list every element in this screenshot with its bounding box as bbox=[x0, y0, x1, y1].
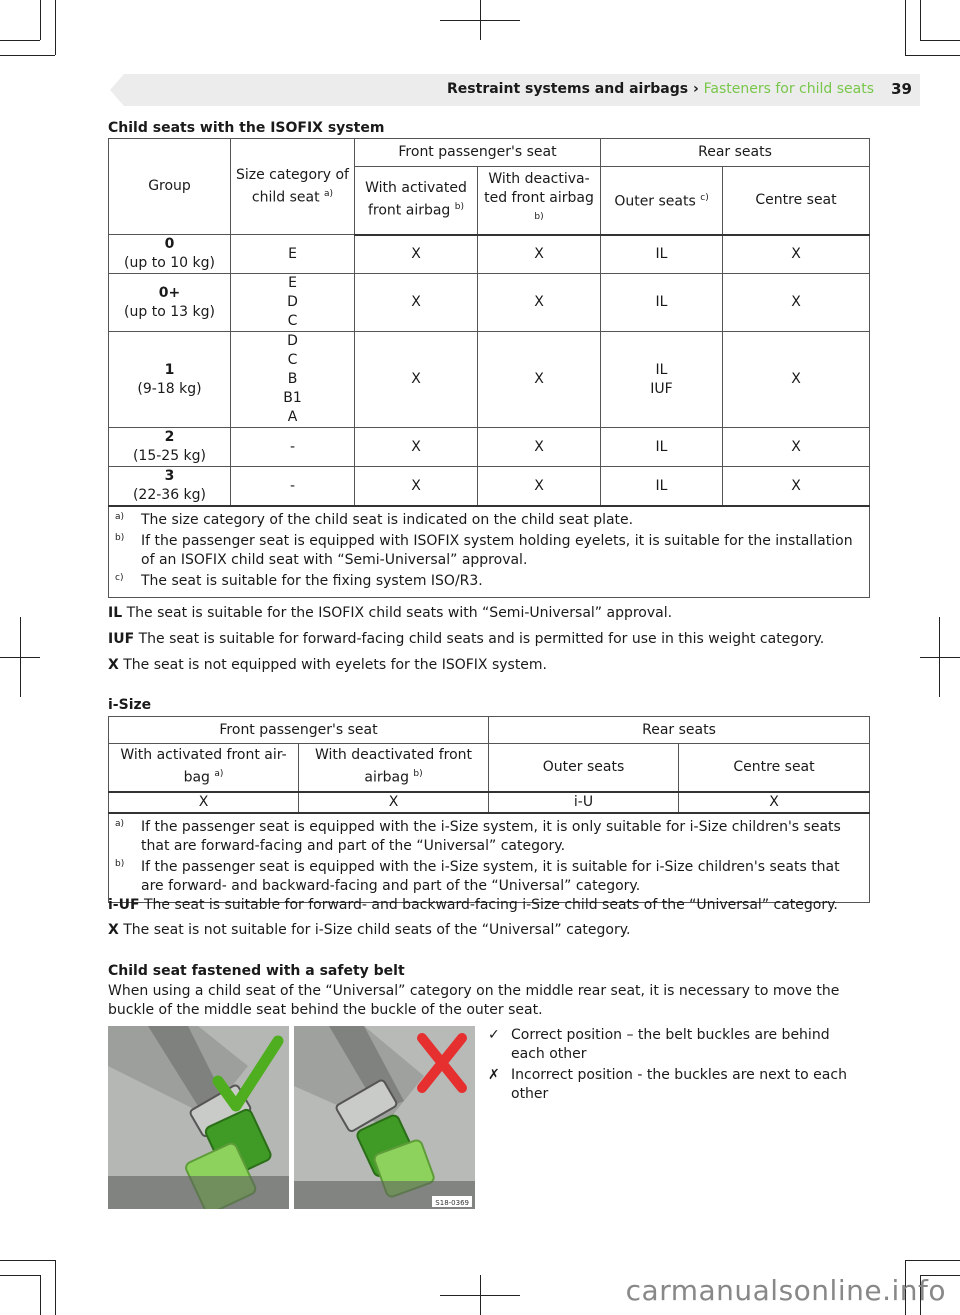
incorrect-position-text: Incorrect position - the buckles are next to each other bbox=[511, 1067, 847, 1102]
legend-il: IL The seat is suitable for the ISOFIX child seats with “Semi-Universal” approval. bbox=[108, 605, 673, 621]
isize-col-activated-header: With activated front air-bag $^{a)}$ bbox=[109, 744, 299, 792]
isize-col-outer-header: Outer seats bbox=[489, 744, 679, 792]
check-icon: ✓ bbox=[488, 1027, 500, 1043]
col-outer-header: Outer seats $^{c)}$ bbox=[601, 167, 723, 235]
correct-position-photo bbox=[108, 1026, 289, 1209]
footnote: a) If the passenger seat is equipped with the i-Size system, it is only suitable for i-Size children's seats that are forward-facing and part of the “Universal” category. bbox=[115, 818, 841, 854]
isize-table bbox=[108, 716, 870, 903]
legend-x-isize: X The seat is not suitable for i-Size child seats of the “Universal” category. bbox=[108, 922, 631, 938]
table-row: 3 (22-36 kg) - X X IL X bbox=[109, 467, 870, 507]
footnote: a) The size category of the child seat is indicated on the child seat plate. bbox=[115, 512, 634, 528]
isize-col-rear-header: Rear seats bbox=[489, 717, 870, 744]
breadcrumb-separator: › bbox=[692, 81, 699, 97]
incorrect-position-photo bbox=[294, 1026, 475, 1209]
isize-heading: i-Size bbox=[108, 697, 152, 713]
image-code: S18-0369 bbox=[435, 1199, 469, 1207]
header-breadcrumb bbox=[447, 81, 874, 97]
page-number: 39 bbox=[891, 80, 912, 98]
col-activated-header: With activated front airbag $^{b)}$ bbox=[355, 167, 478, 235]
isofix-table bbox=[108, 138, 870, 598]
breadcrumb-subsection-link[interactable]: Fasteners for child seats bbox=[703, 81, 874, 97]
col-rear-header: Rear seats bbox=[601, 139, 870, 167]
isofix-footnotes bbox=[109, 506, 870, 598]
col-group-header: Group bbox=[109, 139, 231, 235]
footnote: b) If the passenger seat is equipped with the i-Size system, it is suitable for i-Size children's seats that are forward- and backward-facing and part of the “Universal” category. bbox=[115, 858, 840, 894]
cross-icon: ✗ bbox=[488, 1067, 500, 1083]
table-row: 0+ (up to 13 kg) E D C X X IL X bbox=[109, 274, 870, 332]
belt-heading: Child seat fastened with a safety belt bbox=[108, 963, 405, 979]
table-row: 0 (up to 10 kg) E X X IL X bbox=[109, 235, 870, 274]
watermark: carmanualsonline.info bbox=[625, 1274, 946, 1307]
isize-footnotes bbox=[109, 813, 870, 903]
footnote: c) The seat is suitable for the fixing system ISO/R3. bbox=[115, 573, 483, 589]
isize-col-centre-header: Centre seat bbox=[679, 744, 870, 792]
footnote: b) If the passenger seat is equipped with ISOFIX system holding eyelets, it is suitable for the installation of an ISOFIX child seat with “Semi-Universal” approval. bbox=[115, 533, 853, 568]
col-front-header: Front passenger's seat bbox=[355, 139, 601, 167]
table-row: X X i-U X bbox=[109, 792, 870, 813]
breadcrumb-section: Restraint systems and airbags bbox=[447, 81, 689, 97]
legend-x: X The seat is not equipped with eyelets for the ISOFIX system. bbox=[108, 657, 548, 673]
col-centre-header: Centre seat bbox=[723, 167, 870, 235]
table-row: 2 (15-25 kg) - X X IL X bbox=[109, 428, 870, 467]
table-row: 1 (9-18 kg) D C B B1 A X X IL IUF X bbox=[109, 332, 870, 428]
isofix-heading: Child seats with the ISOFIX system bbox=[108, 120, 385, 136]
isize-col-front-header: Front passenger's seat bbox=[109, 717, 489, 744]
legend-iuf: IUF The seat is suitable for forward-facing child seats and is permitted for use in this weight category. bbox=[108, 631, 825, 647]
col-size-header: Size category of child seat $^{a)}$ bbox=[231, 139, 355, 235]
legend-iuf-isize: i-UF The seat is suitable for forward- and backward-facing i-Size child seats of the “Universal” category. bbox=[108, 897, 838, 913]
belt-text: When using a child seat of the “Universal” category on the middle rear seat, it is necessary to move the buckle of the middle seat behind the buckle of the outer seat. bbox=[108, 983, 840, 1018]
isize-col-deactivated-header: With deactivated front airbag $^{b)}$ bbox=[299, 744, 489, 792]
correct-position-text: Correct position – the belt buckles are behind each other bbox=[511, 1027, 830, 1062]
col-deactivated-header: With deactiva-ted front airbag $^{b)}$ bbox=[478, 167, 601, 235]
